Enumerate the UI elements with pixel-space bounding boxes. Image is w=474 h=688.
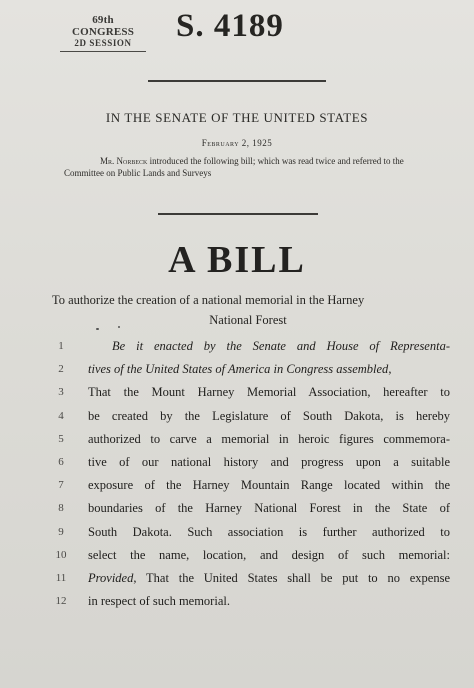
line-text-roman: , That the United States shall be put to no expense — [133, 570, 450, 585]
congress-label: 69th CONGRESS — [71, 14, 135, 38]
line-text: be created by the Legislature of South Dakota, is hereby — [88, 408, 450, 423]
top-divider — [148, 80, 326, 82]
line-text: authorized to carve a memorial in heroic figures commemora- — [88, 431, 450, 446]
line-text: boundaries of the Harney National Forest in the State of — [88, 501, 450, 516]
line-text-italic: tives of the United States of America in Congress assembled — [88, 362, 389, 377]
bill-line — [48, 381, 448, 404]
line-number: 7 — [58, 479, 64, 492]
introduction-body: introduced the following bill; which was read twice and referred to the Committee on Public Lands and Surveys — [64, 156, 404, 178]
congress-session-block — [60, 14, 146, 52]
introduction-text — [64, 155, 426, 179]
senate-heading: IN THE SENATE OF THE UNITED STATES — [105, 110, 369, 125]
line-number: 2 — [58, 363, 64, 376]
bill-line — [48, 335, 448, 358]
line-number: 8 — [58, 502, 64, 515]
line-number: 12 — [55, 595, 67, 608]
bill-line — [48, 405, 448, 428]
line-number: 4 — [58, 409, 64, 422]
line-text: select the name, location, and design of such memorial: — [88, 547, 450, 562]
line-number: 6 — [58, 455, 64, 468]
line-text: tive of our national history and progress upon a suitable — [88, 454, 450, 469]
bill-date: February 2, 1925 — [201, 138, 273, 148]
line-text: South Dakota. Such association is further authorized to — [88, 524, 450, 539]
bill-line — [48, 544, 448, 567]
line-text: That the Mount Harney Memorial Association, hereafter to — [88, 385, 450, 400]
paper-speck — [118, 326, 120, 328]
line-text-roman: , — [388, 362, 392, 377]
bill-heading: A BILL — [168, 239, 306, 281]
line-text — [112, 335, 450, 358]
bill-line — [48, 451, 448, 474]
line-text — [88, 358, 450, 381]
line-number: 3 — [58, 386, 64, 399]
bill-line — [48, 590, 448, 613]
line-number: 11 — [55, 571, 67, 584]
congress-rule — [60, 51, 146, 52]
bill-title-line-1: To authorize the creation of a national memorial in the Harney — [52, 293, 365, 307]
bill-title — [52, 290, 444, 330]
line-text — [88, 567, 450, 590]
bill-title-line-2: National Forest — [209, 313, 287, 327]
bill-line — [48, 428, 448, 451]
line-number: 9 — [58, 525, 64, 538]
line-text: in respect of such memorial. — [88, 594, 230, 609]
bill-line — [48, 474, 448, 497]
bill-line — [48, 567, 448, 590]
bill-text — [48, 335, 448, 613]
middle-divider — [158, 213, 318, 215]
bill-line — [48, 358, 448, 381]
line-number: 5 — [58, 432, 64, 445]
bill-number: S. 4189 — [176, 8, 284, 44]
line-text: exposure of the Harney Mountain Range located within the — [88, 478, 450, 493]
session-label: 2D SESSION — [74, 38, 132, 48]
bill-line — [48, 497, 448, 520]
bill-line — [48, 521, 448, 544]
line-number: 1 — [58, 340, 64, 352]
paper-speck — [96, 328, 99, 330]
sponsor-name: Mr. Norbeck — [100, 156, 148, 166]
line-text-italic: Provided — [88, 570, 134, 585]
line-text-italic: Be it enacted by the Senate and House of Representa- — [112, 339, 450, 353]
line-number: 10 — [55, 548, 67, 561]
